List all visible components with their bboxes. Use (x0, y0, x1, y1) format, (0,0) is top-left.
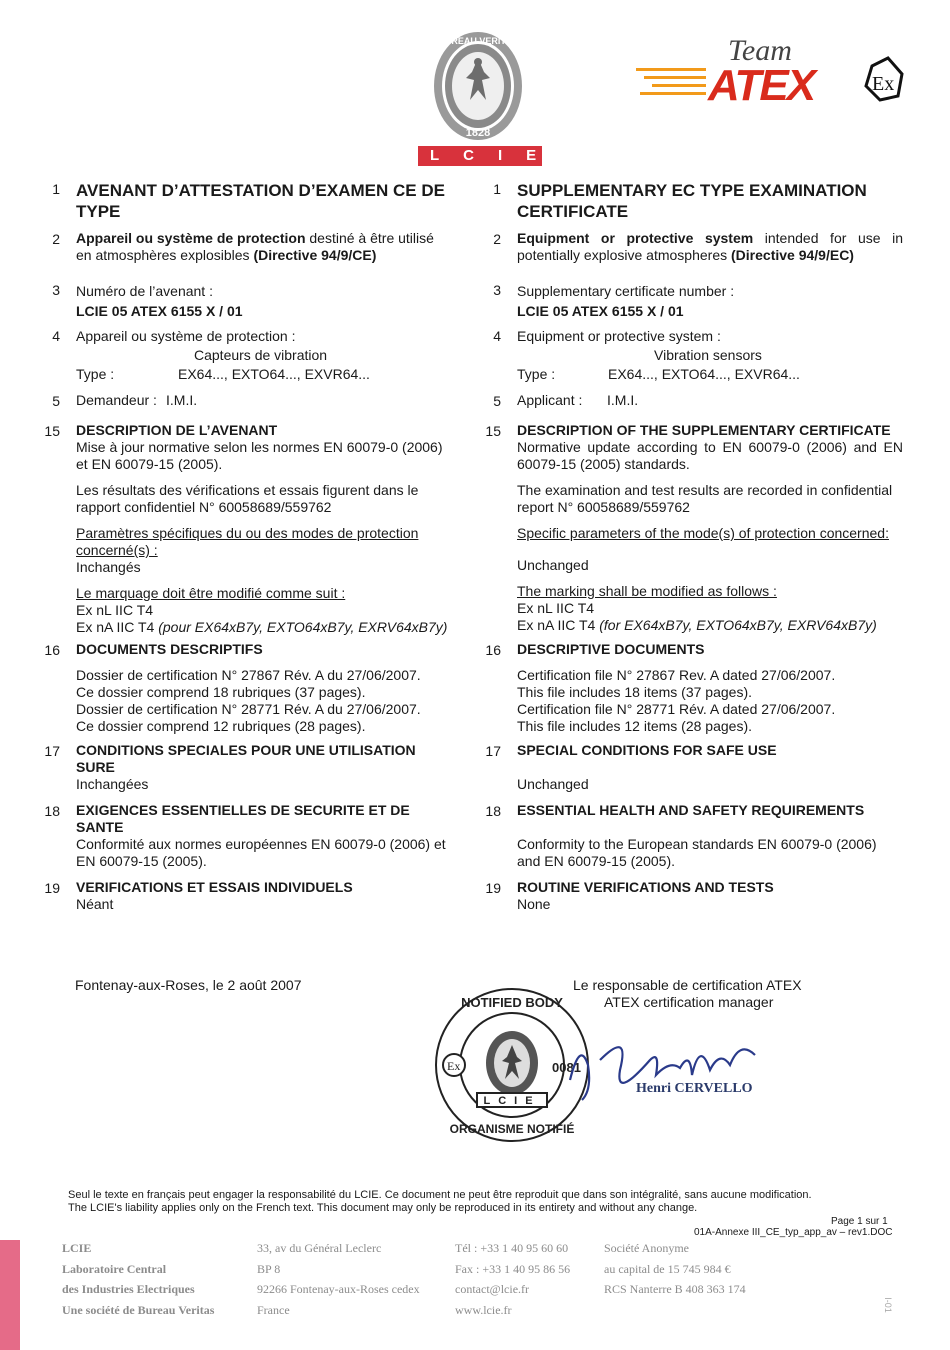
doc-line: Dossier de certification N° 27867 Rév. A du 27/06/2007. (76, 667, 421, 683)
footer-line: LCIE (62, 1241, 92, 1255)
svg-text:1828: 1828 (465, 127, 491, 139)
section-number: 1 (493, 181, 501, 197)
section-number: 15 (485, 423, 501, 439)
text: Néant (76, 896, 114, 912)
stamp-band: LCIE (483, 1095, 541, 1107)
section-title: CONDITIONS SPECIALES POUR UNE UTILISATION SURE (76, 742, 416, 775)
section-number: 19 (44, 880, 60, 896)
section-number: 18 (485, 803, 501, 819)
svg-text:Team: Team (728, 34, 792, 67)
marking-note: (for EX64xB7y, EXTO64xB7y, EXRV64xB7y) (599, 617, 877, 633)
certificate-title-en: SUPPLEMENTARY EC TYPE EXAMINATION CERTIFICATE (517, 181, 867, 221)
text: destiné à être utilisé en atmosphères explosibles (76, 230, 434, 263)
applicant: I.M.I. (607, 392, 639, 408)
directive: (Directive 94/9/EC) (731, 247, 854, 263)
marking: Ex nA IIC T4 (517, 617, 600, 633)
section-number: 5 (52, 393, 60, 409)
section-17-fr (76, 742, 452, 793)
section-number: 3 (493, 282, 501, 298)
section-title: DESCRIPTIVE DOCUMENTS (517, 641, 705, 657)
doc-line: Dossier de certification N° 28771 Rév. A du 27/06/2007. (76, 701, 421, 717)
type-value: EX64..., EXTO64..., EXVR64... (178, 366, 370, 382)
footer-legal (604, 1238, 746, 1300)
section-title: DOCUMENTS DESCRIPTIFS (76, 641, 263, 657)
bold-text: Appareil ou système de protection (76, 230, 306, 246)
footer-line: France (257, 1302, 290, 1317)
doc-line: Ce dossier comprend 18 rubriques (37 pages). (76, 684, 366, 700)
marking: Ex nL IIC T4 (517, 600, 595, 616)
value: Unchanged (517, 557, 589, 573)
type-row (76, 365, 452, 384)
svg-text:ATEX: ATEX (708, 61, 815, 105)
section-5-en (517, 392, 903, 409)
stamp-bottom: ORGANISME NOTIFIÉ (449, 1122, 575, 1136)
text: Conformité aux normes européennes EN 60079-0 (2006) et EN 60079-15 (2005). (76, 836, 446, 869)
text: None (517, 896, 551, 912)
svg-text:BUREAU VERITAS: BUREAU VERITAS (438, 36, 518, 46)
type-label: Type : (76, 366, 115, 382)
directive: (Directive 94/9/CE) (253, 247, 377, 263)
section-title: ESSENTIAL HEALTH AND SAFETY REQUIREMENTS (517, 802, 865, 818)
subheading: Paramètres spécifiques du ou des modes de protection concerné(s) : (76, 525, 419, 558)
type-label: Type : (517, 366, 556, 382)
section-5-fr (76, 392, 452, 409)
footer-line: BP 8 (257, 1261, 281, 1276)
paragraph: Normative update according to EN 60079-0 (2006) and EN 60079-15 (2005) standards. (517, 439, 903, 472)
signatory-role-en: ATEX certification manager (604, 994, 774, 1010)
signatory-name: Henri CERVELLO (636, 1081, 753, 1096)
section-18-fr (76, 802, 452, 870)
section-19-fr (76, 879, 452, 913)
footer-contact (455, 1238, 570, 1320)
section-number: 17 (485, 743, 501, 759)
footer-line: 33, av du Général Leclerc (257, 1241, 382, 1255)
section-number: 15 (44, 423, 60, 439)
section-2-en (517, 230, 903, 264)
subheading: Le marquage doit être modifié comme suit : (76, 585, 346, 601)
section-number: 16 (44, 642, 60, 658)
certificate-title-fr: AVENANT D’ATTESTATION D’EXAMEN CE DE TYPE (76, 181, 445, 221)
section-number: 1 (52, 181, 60, 197)
footer-line: Une société de Bureau Veritas (62, 1302, 215, 1317)
section-4-en (517, 327, 903, 384)
footer-line: des Industries Electriques (62, 1282, 195, 1296)
footer-line: Tél : +33 1 40 95 60 60 (455, 1241, 569, 1255)
type-row (517, 365, 903, 384)
certificate-number: LCIE 05 ATEX 6155 X / 01 (76, 303, 243, 319)
certificate-number: LCIE 05 ATEX 6155 X / 01 (517, 303, 684, 319)
device-name: Capteurs de vibration (194, 347, 328, 363)
section-title: DESCRIPTION OF THE SUPPLEMENTARY CERTIFICATE (517, 422, 891, 438)
section-number: 2 (52, 231, 60, 247)
doc-line: This file includes 18 items (37 pages). (517, 684, 752, 700)
section-15-fr (76, 422, 452, 636)
document-reference: 01A-Annexe III_CE_typ_app_av – rev1.DOC (694, 1227, 893, 1238)
section-number: 2 (493, 231, 501, 247)
section-19-en (517, 879, 903, 913)
doc-line: Certification file N° 27867 Rev. A dated 27/06/2007. (517, 667, 836, 683)
subheading: The marking shall be modified as follows : (517, 583, 777, 599)
liability-notice-en: The LCIE's liability applies only on the French text. This document may only be reproduced in its entirety and without any change. (68, 1202, 698, 1214)
section-title: ROUTINE VERIFICATIONS AND TESTS (517, 879, 774, 895)
section-number: 3 (52, 282, 60, 298)
stamp-top: NOTIFIED BODY (461, 995, 563, 1010)
applicant: I.M.I. (166, 392, 198, 408)
ex-symbol: Ex (447, 1059, 461, 1073)
marking: Ex nA IIC T4 (76, 619, 159, 635)
liability-notice-fr: Seul le texte en français peut engager la responsabilité du LCIE. Ce document ne peut être reproduit que dans son intégralité, sans aucune modification. (68, 1189, 812, 1201)
doc-line: Certification file N° 28771 Rév. A dated 27/06/2007. (517, 701, 836, 717)
subheading: Specific parameters of the mode(s) of protection concerned: (517, 525, 889, 541)
label: Applicant : (517, 392, 583, 408)
section-title: SPECIAL CONDITIONS FOR SAFE USE (517, 742, 777, 758)
lcie-band: LCIE (418, 146, 542, 166)
doc-line: This file includes 12 items (28 pages). (517, 718, 752, 734)
section-15-en (517, 422, 903, 634)
page-number: Page 1 sur 1 (831, 1216, 888, 1227)
section-number: 19 (485, 880, 501, 896)
signatory-role-fr: Le responsable de certification ATEX (573, 977, 802, 993)
bureau-veritas-seal (428, 28, 528, 146)
section-title: EXIGENCES ESSENTIELLES DE SECURITE ET DE SANTE (76, 802, 410, 835)
section-title: VERIFICATIONS ET ESSAIS INDIVIDUELS (76, 879, 353, 895)
footer-line: au capital de 15 745 984 € (604, 1261, 731, 1276)
label: Appareil ou système de protection : (76, 328, 296, 344)
marking-row (76, 619, 452, 636)
side-code: I-01 (882, 1297, 893, 1313)
text: intended for use in potentially explosive atmospheres (517, 230, 903, 263)
footer-line: Société Anonyme (604, 1241, 689, 1255)
marking-note: (pour EX64xB7y, EXTO64xB7y, EXRV64xB7y) (158, 619, 448, 635)
label: Equipment or protective system : (517, 328, 721, 344)
marking-row (517, 617, 903, 634)
footer-line: www.lcie.fr (455, 1302, 512, 1317)
doc-line: Ce dossier comprend 12 rubriques (28 pages). (76, 718, 366, 734)
paragraph: Mise à jour normative selon les normes EN 60079-0 (2006) et EN 60079-15 (2005). (76, 439, 443, 472)
section-2-fr (76, 230, 452, 264)
section-18-en (517, 802, 903, 870)
section-16-fr (76, 641, 452, 735)
device-name: Vibration sensors (654, 347, 762, 363)
footer-address (257, 1238, 420, 1320)
section-number: 16 (485, 642, 501, 658)
section-3-fr (76, 281, 452, 321)
footer-line: 92266 Fontenay-aux-Roses cedex (257, 1282, 420, 1296)
type-value: EX64..., EXTO64..., EXVR64... (608, 366, 800, 382)
label: Numéro de l’avenant : (76, 283, 213, 299)
svg-text:Ex: Ex (872, 73, 895, 95)
label: Supplementary certificate number : (517, 283, 735, 299)
section-number: 4 (493, 328, 501, 344)
stamp-number: 0081 (552, 1060, 581, 1075)
paragraph: Les résultats des vérifications et essais figurent dans le rapport confidentiel N° 60058689/559762 (76, 482, 419, 515)
section-title: DESCRIPTION DE L’AVENANT (76, 422, 278, 438)
text: Conformity to the European standards EN 60079-0 (2006) and EN 60079-15 (2005). (517, 836, 877, 869)
bold-text: Equipment or protective system (517, 230, 754, 246)
section-number: 18 (44, 803, 60, 819)
section-number: 5 (493, 393, 501, 409)
section-3-en (517, 281, 903, 321)
section-4-fr (76, 327, 452, 384)
marking: Ex nL IIC T4 (76, 602, 154, 618)
paragraph: The examination and test results are recorded in confidential report N° 60058689/559762 (517, 482, 893, 515)
section-17-en (517, 742, 903, 793)
section-number: 17 (44, 743, 60, 759)
footer-line: RCS Nanterre B 408 363 174 (604, 1282, 746, 1296)
label: Demandeur : (76, 392, 157, 408)
text: Unchanged (517, 776, 589, 792)
place-date: Fontenay-aux-Roses, le 2 août 2007 (75, 977, 302, 993)
footer-company (62, 1238, 214, 1320)
margin-color-strip (0, 1240, 20, 1350)
footer-line: Laboratoire Central (62, 1261, 167, 1276)
value: Inchangés (76, 559, 141, 575)
section-16-en (517, 641, 903, 735)
footer-line: Fax : +33 1 40 95 86 56 (455, 1261, 571, 1276)
team-atex-logo (636, 30, 906, 105)
footer-line: contact@lcie.fr (455, 1282, 530, 1296)
text: Inchangées (76, 776, 149, 792)
section-number: 4 (52, 328, 60, 344)
